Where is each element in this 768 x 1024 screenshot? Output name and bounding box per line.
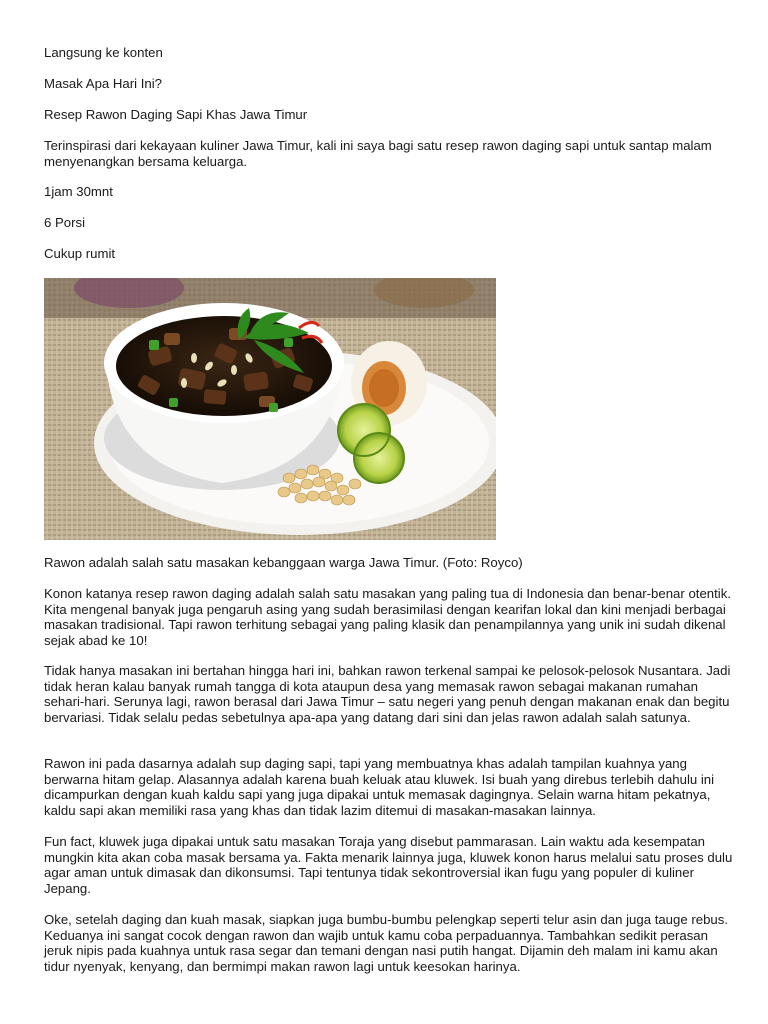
photo-caption: Rawon adalah salah satu masakan kebanggaan warga Jawa Timur. (Foto: Royco): [44, 555, 523, 570]
skip-to-content-link[interactable]: Langsung ke konten: [44, 45, 163, 60]
recipe-intro: Terinspirasi dari kekayaan kuliner Jawa Timur, kali ini saya bagi satu resep rawon daging sapi untuk santap malam menyenangkan bersama keluarga.: [44, 138, 712, 169]
recipe-duration: 1jam 30mnt: [44, 184, 113, 199]
article-paragraph-1: Konon katanya resep rawon daging adalah salah satu masakan yang paling tua di Indonesia dan benar-benar otentik. Kita mengenal banyak juga pengaruh asing yang sudah berasimilasi dengan kearifan lokal dan kini menjadi berbagai masakan tradisional. Tapi rawon terhitung sebagai yang paling klasik dan penampilannya yang unik ini sudah dikenal sejak abad ke 10!: [44, 586, 731, 648]
site-title[interactable]: Masak Apa Hari Ini?: [44, 76, 163, 91]
rawon-dish-photo: [44, 278, 496, 540]
recipe-servings: 6 Porsi: [44, 215, 86, 230]
article-paragraph-4: Fun fact, kluwek juga dipakai untuk satu masakan Toraja yang disebut pammarasan. Lain waktu ada kesempatan mungkin kita akan coba masak bersama ya. Fakta menarik lainnya juga, kluwek konon harus melalui satu proses dulu agar aman untuk dimasak dan dikonsumsi. Tapi tentunya tidak sekontroversial ikan fugu yang populer di kuliner Jepang.: [44, 834, 733, 896]
article-paragraph-3: Rawon ini pada dasarnya adalah sup daging sapi, tapi yang membuatnya khas adalah tampilan kuahnya yang berwarna hitam gelap. Alasannya adalah karena buah keluak atau kluwek. Isi buah yang direbus terlebih dahulu ini dicampurkan dengan kuah kaldu sapi yang juga dipakai untuk memasak dagingnya. Selain warna hitam pekatnya, kaldu sapi akan memiliki rasa yang khas dan tidak lazim ditemui di masakan-masakan lainnya.: [44, 756, 715, 818]
recipe-title: Resep Rawon Daging Sapi Khas Jawa Timur: [44, 107, 308, 122]
recipe-difficulty: Cukup rumit: [44, 246, 116, 261]
article-paragraph-2: Tidak hanya masakan ini bertahan hingga hari ini, bahkan rawon terkenal sampai ke pelosok-pelosok Nusantara. Jadi tidak heran kalau banyak rumah tangga di kota ataupun desa yang memasak rawon sebagai makanan rumahan sehari-hari. Serunya lagi, rawon berasal dari Jawa Timur – satu negeri yang penuh dengan makanan enak dan begitu bervariasi. Tidak selalu pedas sebetulnya apa-apa yang datang dari sini dan jelas rawon adalah salah satunya.: [44, 663, 731, 725]
article-paragraph-5: Oke, setelah daging dan kuah masak, siapkan juga bumbu-bumbu pelengkap seperti telur asin dan juga tauge rebus. Keduanya ini sangat cocok dengan rawon dan wajib untuk kamu coba perpaduannya. Tambahkan sedikit perasan jeruk nipis pada kuahnya untuk rasa segar dan temani dengan nasi putih hangat. Dijamin deh malam ini kamu akan tidur nyenyak, kenyang, dan bermimpi makan rawon lagi untuk keesokan harinya.: [44, 912, 729, 974]
rawon-dish-illustration: [44, 278, 496, 540]
